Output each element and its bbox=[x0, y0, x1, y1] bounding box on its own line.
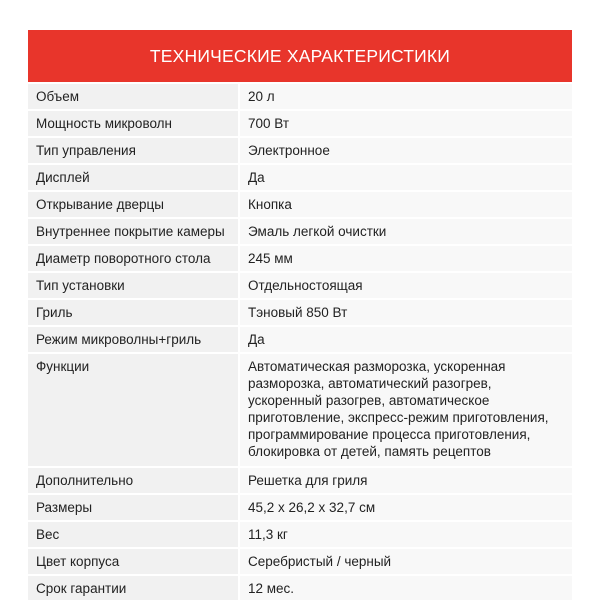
spec-row-microwave-power bbox=[28, 111, 572, 136]
page-title: ТЕХНИЧЕСКИЕ ХАРАКТЕРИСТИКИ bbox=[149, 45, 451, 66]
spec-label: Размеры bbox=[28, 495, 238, 520]
spec-row-functions bbox=[28, 354, 572, 466]
spec-value: Да bbox=[240, 327, 572, 352]
spec-label: Тип установки bbox=[28, 273, 238, 298]
spec-row-display bbox=[28, 165, 572, 190]
spec-value-line: ускоренный разогрев, автоматическое bbox=[248, 393, 490, 408]
spec-value-line: разморозка, автоматический разогрев, bbox=[248, 376, 492, 391]
spec-label: Мощность микроволн bbox=[28, 111, 238, 136]
spec-row-extras bbox=[28, 468, 572, 493]
spec-row-dimensions bbox=[28, 495, 572, 520]
spec-value-line: программирование процесса приготовления, bbox=[248, 427, 531, 442]
spec-label: Дополнительно bbox=[28, 468, 238, 493]
spec-row-control-type bbox=[28, 138, 572, 163]
spec-label: Режим микроволны+гриль bbox=[28, 327, 238, 352]
spec-row-grill bbox=[28, 300, 572, 325]
spec-value: Электронное bbox=[240, 138, 572, 163]
spec-row-volume bbox=[28, 84, 572, 109]
spec-value-line: блокировка от детей, память рецептов bbox=[248, 444, 491, 459]
spec-row-body-color bbox=[28, 549, 572, 574]
spec-value: Отдельностоящая bbox=[240, 273, 572, 298]
spec-label: Цвет корпуса bbox=[28, 549, 238, 574]
spec-label: Внутреннее покрытие камеры bbox=[28, 219, 238, 244]
spec-label: Срок гарантии bbox=[28, 576, 238, 600]
spec-label: Функции bbox=[28, 354, 238, 466]
spec-value: 700 Вт bbox=[240, 111, 572, 136]
spec-header bbox=[28, 30, 572, 82]
spec-table bbox=[28, 84, 572, 600]
spec-value: 11,3 кг bbox=[240, 522, 572, 547]
spec-value-multiline bbox=[240, 354, 572, 466]
spec-row-door-opening bbox=[28, 192, 572, 217]
spec-value: Кнопка bbox=[240, 192, 572, 217]
spec-value: Решетка для гриля bbox=[240, 468, 572, 493]
spec-value: 20 л bbox=[240, 84, 572, 109]
spec-row-interior-coating bbox=[28, 219, 572, 244]
spec-row-installation-type bbox=[28, 273, 572, 298]
spec-value: 45,2 x 26,2 x 32,7 см bbox=[240, 495, 572, 520]
spec-label: Вес bbox=[28, 522, 238, 547]
spec-label: Дисплей bbox=[28, 165, 238, 190]
spec-label: Гриль bbox=[28, 300, 238, 325]
spec-value-line: приготовление, экспресс-режим приготовления, bbox=[248, 410, 549, 425]
spec-value: 12 мес. bbox=[240, 576, 572, 600]
spec-value: Эмаль легкой очистки bbox=[240, 219, 572, 244]
spec-label: Открывание дверцы bbox=[28, 192, 238, 217]
spec-value: Да bbox=[240, 165, 572, 190]
spec-label: Объем bbox=[28, 84, 238, 109]
spec-value: Серебристый / черный bbox=[240, 549, 572, 574]
spec-row-warranty bbox=[28, 576, 572, 600]
spec-row-turntable-diameter bbox=[28, 246, 572, 271]
spec-row-weight bbox=[28, 522, 572, 547]
spec-value-line: Автоматическая разморозка, ускоренная bbox=[248, 359, 506, 374]
spec-label: Диаметр поворотного стола bbox=[28, 246, 238, 271]
spec-row-combo-mode bbox=[28, 327, 572, 352]
spec-label: Тип управления bbox=[28, 138, 238, 163]
spec-value: 245 мм bbox=[240, 246, 572, 271]
spec-value: Тэновый 850 Вт bbox=[240, 300, 572, 325]
